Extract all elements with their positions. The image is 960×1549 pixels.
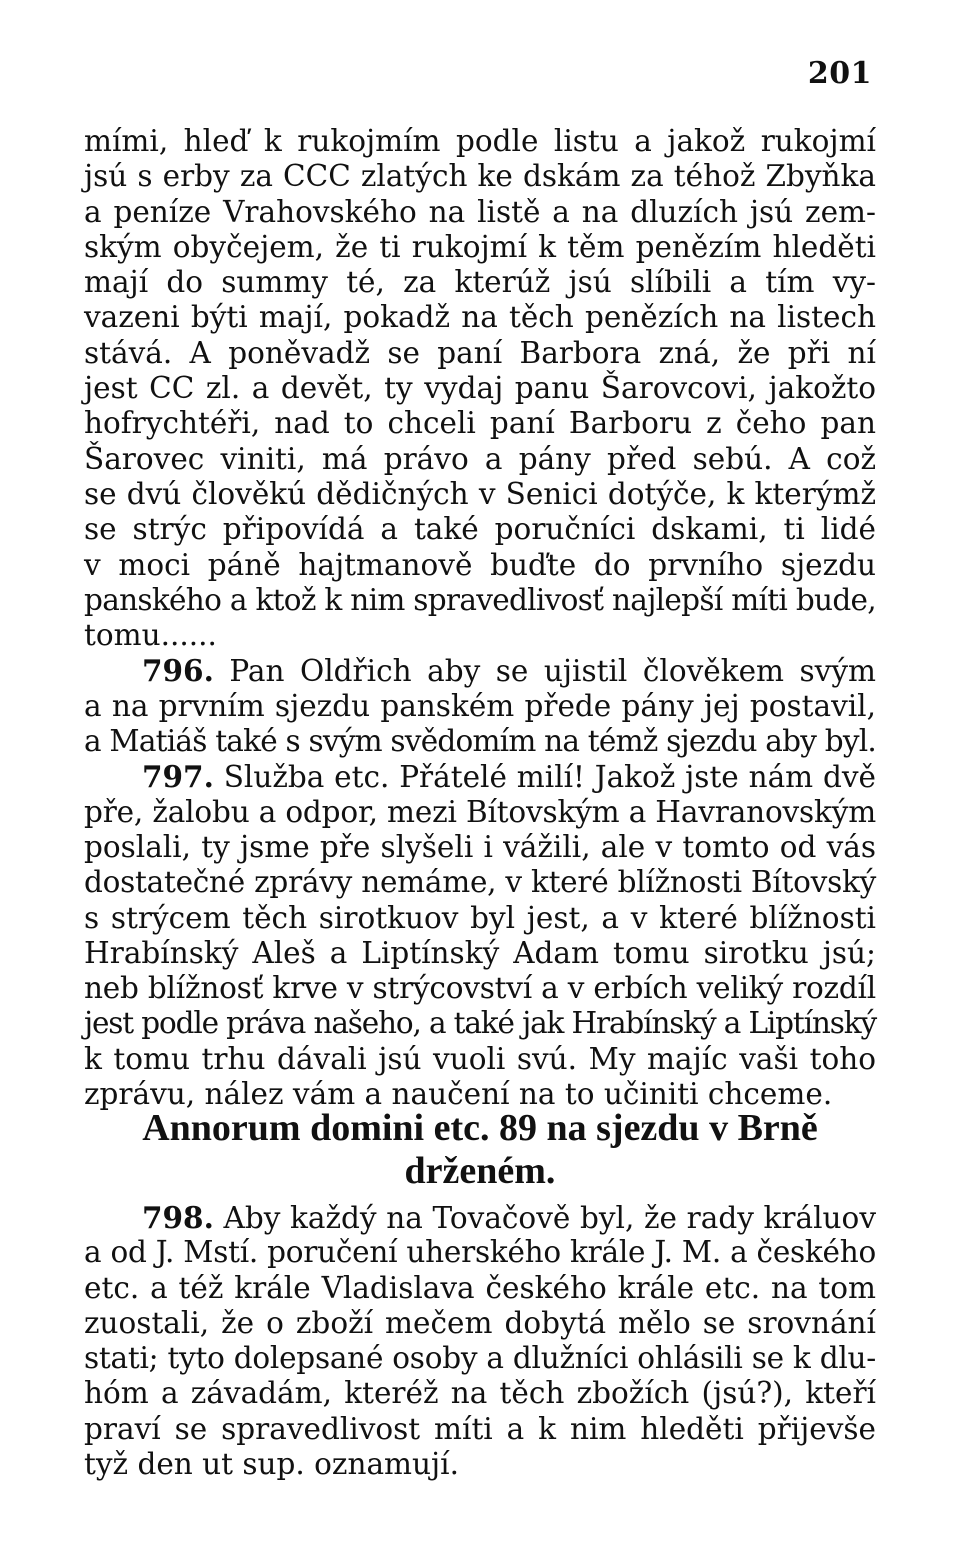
text-line: Hrabínský Aleš a Liptínský Adam tomu sirotku jsú; [84,935,876,970]
text-line: tomu...... [84,618,217,653]
text-line: neb blížnosť krve v strýcovství a v erbích veliký rozdíl [84,971,876,1006]
text-line: jest CC zl. a devět, ty vydaj panu Šarovcovi, jakožto [84,371,876,406]
text-block-798 [84,1200,876,1482]
paragraph-796-text: Pan Oldřich aby se ujistil člověkem svým [229,654,876,689]
text-line: etc. a též krále Vladislava českého krále etc. na tom [84,1270,876,1305]
text-line: stati; tyto dolepsané osoby a dlužníci ohlásili se k dlu- [84,1341,876,1376]
text-line: se dvú člověkú dědičných v Senici dotýče, k kterýmž [84,476,876,511]
text-line: pře, žalobu a odpor, mezi Bítovským a Havranovským [84,794,876,829]
paragraph-798-first-line [84,1200,876,1235]
text-line: a Matiáš také s svým svědomím na témž sjezdu aby byl. [84,724,876,759]
section-heading [84,1107,876,1193]
section-heading-line-2: drženém. [404,1150,556,1192]
text-line: s strýcem těch sirotkuov byl jest, a v které blížnosti [84,900,876,935]
paragraph-number-798: 798. [142,1200,214,1235]
paragraph-797-first-line [84,759,876,794]
text-line: mají do summy té, za kterúž jsú slíbili a tím vy- [84,265,876,300]
text-line: tyž den ut sup. oznamují. [84,1447,459,1482]
page-number: 201 [807,56,872,91]
text-line: panského a ktož k nim spravedlivosť najlepší míti bude, [84,582,876,617]
text-line: k tomu trhu dávali jsú vuoli svú. My majíc vaši toho [84,1041,876,1076]
text-line: jest podle práva našeho, a také jak Hrabínský a Liptínský [84,1006,876,1041]
text-line: poslali, ty jsme pře slyšeli i vážili, ale v tomto od vás [84,829,876,864]
text-line: zuostali, že o zboží mečem dobytá mělo se srovnání [84,1305,876,1340]
paragraph-798-text: Aby každý na Tovačově byl, že rady králuov [223,1201,876,1235]
text-line: mími, hleď k rukojmím podle listu a jakož rukojmí [84,124,876,158]
text-line: hofrychtéři, nad to chceli paní Barboru z čeho pan [84,406,876,441]
text-line: a od J. Mstí. poručení uherského krále J. M. a českého [84,1235,876,1270]
text-line: jsú s erby za CCC zlatých ke dskám za téhož Zbyňka [84,159,876,194]
paragraph-number-796: 796. [142,653,214,689]
text-line: zprávu, nález vám a naučení na to učiniti chceme. [84,1077,833,1112]
text-line: Šarovec viniti, má právo a pány před sebú. A což [84,441,876,476]
text-line: v moci páně hajtmanově buďte do prvního sjezdu [84,547,876,582]
text-line: se strýc připovídá a také poručníci dskami, ti lidé [84,512,876,547]
text-block-continuation [84,124,876,1112]
text-line: hóm a závadám, kteréž na těch zbožích (jsú?), kteří [84,1376,876,1411]
paragraph-796-first-line [84,653,876,688]
text-line: vazeni býti mají, pokadž na těch penězích na listech [84,300,876,335]
text-line: a peníze Vrahovského na listě a na dluzích jsú zem- [84,194,876,229]
text-line: praví se spravedlivost míti a k nim hleděti přijevše [84,1411,876,1446]
text-line: ským obyčejem, že ti rukojmí k těm penězím hleděti [84,229,876,264]
text-line: dostatečné zprávy nemáme, v které blížnosti Bítovský [84,865,876,900]
paragraph-797-text: Služba etc. Přátelé milí! Jakož jste nám dvě [223,760,876,795]
text-line: a na prvním sjezdu panském přede pány jej postavil, [84,688,876,723]
section-heading-line-1: Annorum domini etc. 89 na sjezdu v Brně [142,1107,818,1149]
paragraph-number-797: 797. [142,759,214,795]
text-line: stává. A poněvadž se paní Barbora zná, že při ní [84,335,876,370]
